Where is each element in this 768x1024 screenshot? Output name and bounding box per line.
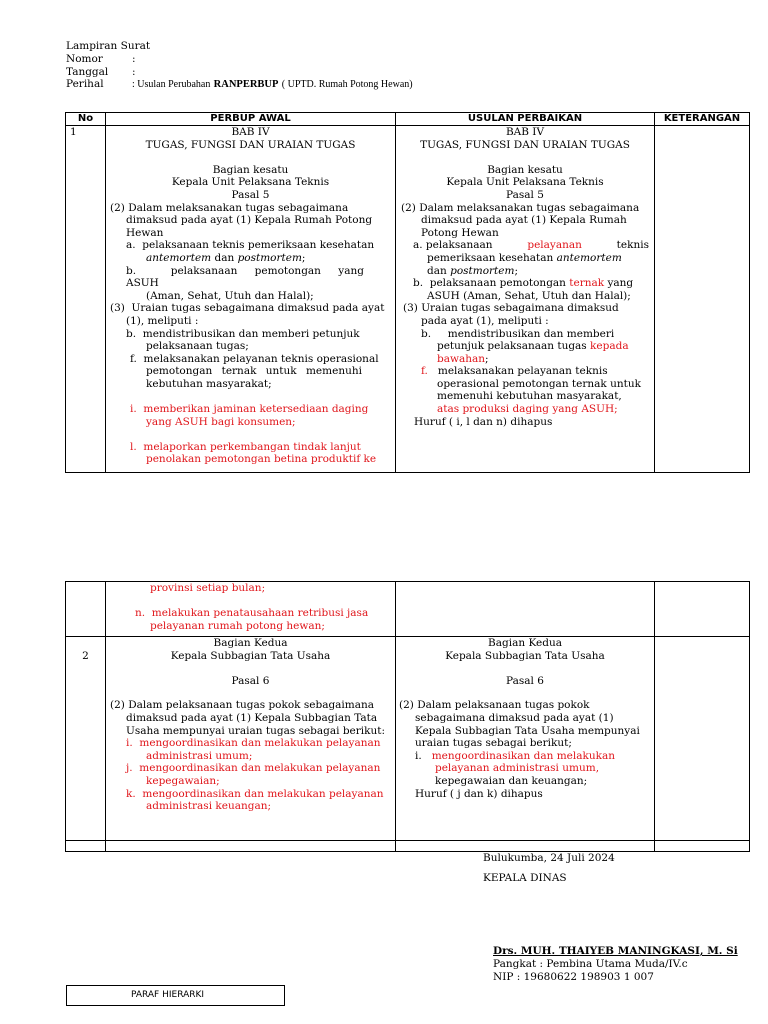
item-b-distribusi-cont: petunjuk pelaksanaan tugas kepada <box>437 340 629 353</box>
ayat-2-line: Hewan <box>126 226 164 239</box>
nomor-label: Nomor <box>66 53 103 65</box>
item-b-distribusi: b. mendistribusikan dan memberi petunjuk <box>126 327 360 340</box>
item-b-distribusi-cont: pelaksanaan tugas; <box>146 340 249 353</box>
bab-heading: BAB IV <box>505 126 545 138</box>
tanggal-row <box>66 66 136 79</box>
item-k-removed-cont: administrasi keuangan; <box>146 800 272 813</box>
item-a-cont: pemeriksaan kesehatan antemortem <box>427 251 622 264</box>
ayat-3-line: (3) Uraian tugas sebagaimana dimaksud <box>403 302 619 315</box>
item-i-removed-cont: yang ASUH bagi konsumen; <box>146 415 296 428</box>
row-number: 2 <box>66 637 106 841</box>
ayat-2-line: Usaha mempunyai uraian tugas sebagai berikut: <box>126 724 386 737</box>
pasal-heading: Pasal 6 <box>231 674 270 687</box>
item-a-cont: antemortem dan postmortem; <box>146 251 306 264</box>
item-f-added: atas produksi daging yang ASUH; <box>437 403 618 416</box>
perbup-awal-cell <box>106 582 396 637</box>
item-b: b. pelaksanaan pemotongan yang ASUH <box>126 264 364 290</box>
item-i-cont: pelayanan administrasi umum, <box>435 762 600 775</box>
pasal-heading: Pasal 6 <box>506 674 544 687</box>
col-header-no: No <box>66 113 106 126</box>
tanggal-value: : <box>132 66 136 78</box>
ayat-2-line: (2) Dalam melaksanakan tugas sebagaimana <box>110 201 349 214</box>
chapter-title: TUGAS, FUNGSI DAN URAIAN TUGAS <box>420 138 630 151</box>
item-i: i. mengoordinasikan dan melakukan <box>415 749 615 762</box>
item-b-distribusi: b. mendistribusikan dan memberi <box>421 327 615 340</box>
pasal-heading: Pasal 5 <box>506 188 544 201</box>
col-header-perbup-awal: PERBUP AWAL <box>106 113 396 126</box>
table-row <box>66 126 750 473</box>
ayat-2-line: dimaksud pada ayat (1) Kepala Rumah Potong <box>126 214 373 227</box>
ayat-3-line: (1), meliputi : <box>126 314 199 327</box>
item-l-removed-cont: provinsi setiap bulan; <box>150 582 266 594</box>
huruf-dihapus-note: Huruf ( i, l dan n) dihapus <box>414 415 553 428</box>
usulan-perbaikan-cell <box>396 841 655 852</box>
row-number <box>66 582 106 637</box>
perihal-bold: RANPERBUP <box>213 79 279 90</box>
bagian-heading: Bagian kesatu <box>212 163 289 176</box>
perbup-awal-cell <box>106 841 396 852</box>
huruf-dihapus-note: Huruf ( j dan k) dihapus <box>415 787 543 800</box>
perbup-awal-cell <box>106 126 396 473</box>
signer-position: KEPALA DINAS <box>483 872 567 884</box>
ayat-2-line: (2) Dalam melaksanakan tugas sebagaimana <box>401 201 640 214</box>
kepala-heading: Kepala Subbagian Tata Usaha <box>170 649 331 662</box>
signer-pangkat: Pangkat : Pembina Utama Muda/IV.c <box>493 958 688 970</box>
ayat-2-line: Kepala Subbagian Tata Usaha mempunyai <box>415 724 640 737</box>
item-i-removed: i. mengoordinasikan dan melakukan pelayanan <box>126 737 381 750</box>
nomor-value: : <box>132 53 136 65</box>
perihal-label: Perihal <box>66 78 104 90</box>
item-n-removed: n. melakukan penatausahaan retribusi jasa <box>135 607 369 620</box>
item-f-cont: pemotongan ternak untuk memenuhi <box>146 365 362 378</box>
signer-name: Drs. MUH. THAIYEB MANINGKASI, M. Si <box>493 945 738 957</box>
chapter-title: TUGAS, FUNGSI DAN URAIAN TUGAS <box>145 138 356 151</box>
kepala-heading: Kepala Unit Pelaksana Teknis <box>171 176 330 189</box>
col-header-usulan: USULAN PERBAIKAN <box>396 113 655 126</box>
bab-heading: BAB IV <box>231 126 270 138</box>
comparison-table-page2 <box>65 581 750 852</box>
ayat-2-line: Potong Hewan <box>421 226 499 239</box>
col-header-keterangan: KETERANGAN <box>655 113 750 126</box>
ayat-2-line: sebagaimana dimaksud pada ayat (1) <box>415 711 614 724</box>
signer-nip: NIP : 19680622 198903 1 007 <box>493 971 654 983</box>
kepala-heading: Kepala Unit Pelaksana Teknis <box>446 176 604 189</box>
ayat-3-line: pada ayat (1), meliputi : <box>421 314 549 327</box>
item-l-removed: l. melaporkan perkembangan tindak lanjut <box>130 440 361 453</box>
item-b-cont: (Aman, Sehat, Utuh dan Halal); <box>146 289 314 302</box>
perihal-prefix: : Usulan Perubahan <box>132 79 211 90</box>
usulan-perbaikan-cell <box>396 126 655 473</box>
table-row-empty <box>66 841 750 852</box>
item-f-cont: memenuhi kebutuhan masyarakat, <box>437 390 622 403</box>
item-k-removed: k. mengoordinasikan dan melakukan pelayanan <box>126 787 384 800</box>
perihal-row <box>66 78 413 92</box>
ayat-3-line: (3) Uraian tugas sebagaimana dimaksud pada ayat <box>110 302 385 315</box>
item-n-removed-cont: pelayanan rumah potong hewan; <box>150 619 325 632</box>
place-date: Bulukumba, 24 Juli 2024 <box>483 852 615 864</box>
usulan-perbaikan-cell <box>396 582 655 637</box>
item-b-cont: ASUH (Aman, Sehat, Utuh dan Halal); <box>427 289 631 302</box>
ayat-2-line: dimaksud pada ayat (1) Kepala Subbagian Tata <box>126 711 378 724</box>
usulan-perbaikan-cell <box>396 637 655 841</box>
bagian-heading: Bagian Kedua <box>488 637 562 649</box>
table-row <box>66 637 750 841</box>
ayat-2-line: (2) Dalam pelaksanaan tugas pokok sebagaimana <box>110 699 375 712</box>
pasal-heading: Pasal 5 <box>231 188 270 201</box>
item-l-removed-cont: penolakan pemotongan betina produktif ke <box>146 453 377 466</box>
keterangan-cell <box>655 841 750 852</box>
item-a-cont: dan postmortem; <box>427 264 518 277</box>
row-number <box>66 841 106 852</box>
bagian-heading: Bagian kesatu <box>487 163 563 176</box>
item-b-distribusi-cont: bawahan; <box>437 352 489 365</box>
ayat-2-line: dimaksud pada ayat (1) Kepala Rumah <box>421 214 627 227</box>
ayat-2-line: (2) Dalam pelaksanaan tugas pokok <box>399 699 590 712</box>
kepala-heading: Kepala Subbagian Tata Usaha <box>445 649 605 662</box>
bagian-heading: Bagian Kedua <box>213 637 288 649</box>
item-f: f. melaksanakan pelayanan teknis <box>421 365 608 378</box>
ayat-2-line: uraian tugas sebagai berikut; <box>415 737 572 750</box>
item-f: f. melaksanakan pelayanan teknis operasional <box>130 352 379 365</box>
comparison-table-page1 <box>65 112 750 473</box>
tanggal-label: Tanggal <box>66 66 109 78</box>
nomor-row <box>66 53 136 66</box>
lampiran-title: Lampiran Surat <box>66 40 151 52</box>
item-i-removed-cont: administrasi umum; <box>146 749 253 762</box>
table-header-row <box>66 113 750 126</box>
item-f-cont: operasional pemotongan ternak untuk <box>437 377 641 390</box>
perihal-suffix: ( UPTD. Rumah Potong Hewan) <box>281 79 413 90</box>
item-a: a. pelaksanaan pelayanan teknis <box>413 239 649 252</box>
table-row-continued <box>66 582 750 637</box>
keterangan-cell <box>655 582 750 637</box>
keterangan-cell <box>655 637 750 841</box>
item-j-removed-cont: kepegawaian; <box>146 774 220 787</box>
item-f-cont: kebutuhan masyarakat; <box>146 377 272 390</box>
item-i-cont: kepegawaian dan keuangan; <box>435 774 588 787</box>
perbup-awal-cell <box>106 637 396 841</box>
keterangan-cell <box>655 126 750 473</box>
item-b: b. pelaksanaan pemotongan ternak yang <box>413 277 634 290</box>
item-i-removed: i. memberikan jaminan ketersediaan daging <box>130 403 369 416</box>
row-number: 1 <box>66 126 106 473</box>
paraf-hierarki-box: PARAF HIERARKI <box>66 985 285 1006</box>
item-a: a. pelaksanaan teknis pemeriksaan kesehatan <box>126 239 375 252</box>
item-j-removed: j. mengoordinasikan dan melakukan pelayanan <box>126 762 381 775</box>
